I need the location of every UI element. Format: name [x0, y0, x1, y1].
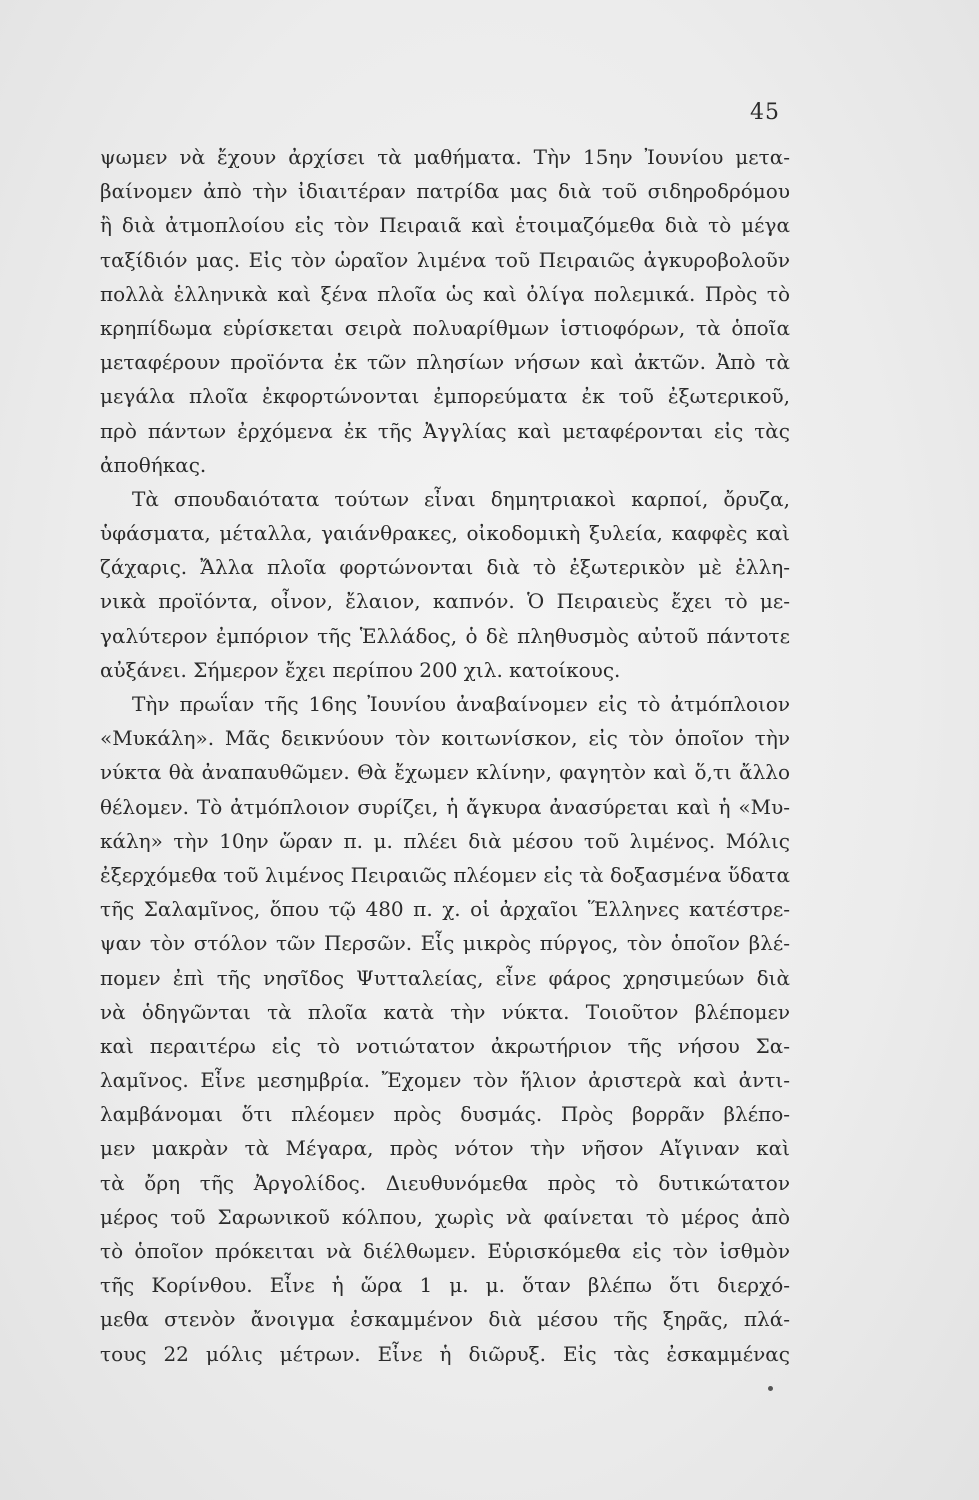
- text-line: μεγάλα πλοῖα ἐκφορτώνονται ἐμπορεύματα ἐκ τοῦ ἐξωτερικοῦ,: [100, 384, 790, 409]
- text-line: κρηπίδωμα εὑρίσκεται σειρὰ πολυαρίθμων ἱστιοφόρων, τὰ ὁποῖα: [100, 315, 790, 340]
- text-line: βαίνομεν ἀπὸ τὴν ἰδιαιτέραν πατρίδα μας διὰ τοῦ σιδηροδρόμου: [100, 179, 790, 204]
- text-line: μεταφέρουν προϊόντα ἐκ τῶν πλησίων νήσων καὶ ἀκτῶν. Ἀπὸ τὰ: [100, 350, 790, 375]
- text-line: πολλὰ ἑλληνικὰ καὶ ξένα πλοῖα ὡς καὶ ὀλίγα πολεμικά. Πρὸς τὸ: [100, 281, 790, 306]
- text-line: ἢ διὰ ἀτμοπλοίου εἰς τὸν Πειραιᾶ καὶ ἑτοιμαζόμεθα διὰ τὸ μέγα: [100, 213, 790, 238]
- text-line: ζάχαρις. Ἄλλα πλοῖα φορτώνονται διὰ τὸ ἐξωτερικὸν μὲ ἑλλη-: [100, 555, 790, 580]
- text-line: μεθα στενὸν ἄνοιγμα ἐσκαμμένον διὰ μέσου τῆς ξηρᾶς, πλά-: [100, 1307, 790, 1332]
- text-line: τῆς Κορίνθου. Εἶνε ἡ ὥρα 1 μ. μ. ὅταν βλέπω ὅτι διερχό-: [100, 1273, 790, 1298]
- text-line: καὶ περαιτέρω εἰς τὸ νοτιώτατον ἀκρωτήριον τῆς νήσου Σα-: [100, 1033, 790, 1058]
- text-line: τους 22 μόλις μέτρων. Εἶνε ἡ διῶρυξ. Εἰς τὰς ἐσκαμμένας: [100, 1341, 790, 1366]
- text-line: κάλη» τὴν 10ην ὥραν π. μ. πλέει διὰ μέσου τοῦ λιμένος. Μόλις: [100, 828, 790, 853]
- text-line: μεν μακρὰν τὰ Μέγαρα, πρὸς νότον τὴν νῆσον Αἴγιναν καὶ: [100, 1136, 790, 1161]
- text-line: Τὴν πρωΐαν τῆς 16ης Ἰουνίου ἀναβαίνομεν εἰς τὸ ἀτμόπλοιον: [132, 692, 790, 716]
- text-line: τὰ ὄρη τῆς Ἀργολίδος. Διευθυνόμεθα πρὸς τὸ δυτικώτατον: [100, 1170, 790, 1195]
- text-line: τὸ ὁποῖον πρόκειται νὰ διέλθωμεν. Εὑρισκόμεθα εἰς τὸν ἰσθμὸν: [100, 1239, 790, 1263]
- text-line: νὰ ὁδηγῶνται τὰ πλοῖα κατὰ τὴν νύκτα. Τοιοῦτον βλέπομεν: [100, 999, 790, 1024]
- text-line: ὑφάσματα, μέταλλα, γαιάνθρακες, οἰκοδομικὴ ξυλεία, καφφὲς καὶ: [100, 521, 790, 546]
- text-line: αὐξάνει. Σήμερον ἔχει περίπου 200 χιλ. κατοίκους.: [100, 657, 621, 682]
- text-line: ψωμεν νὰ ἔχουν ἀρχίσει τὰ μαθήματα. Τὴν 15ην Ἰουνίου μετα-: [100, 145, 790, 169]
- text-line: «Μυκάλη». Μᾶς δεικνύουν τὸν κοιτωνίσκον, εἰς τὸν ὁποῖον τὴν: [100, 726, 790, 751]
- text-line: γαλύτερον ἐμπόριον τῆς Ἑλλάδος, ὁ δὲ πληθυσμὸς αὐτοῦ πάντοτε: [100, 623, 790, 648]
- text-line: ταξίδιόν μας. Εἰς τὸν ὡραῖον λιμένα τοῦ Πειραιῶς ἀγκυροβολοῦν: [100, 247, 790, 272]
- text-line: πρὸ πάντων ἐρχόμενα ἐκ τῆς Ἀγγλίας καὶ μεταφέρονται εἰς τὰς: [100, 418, 790, 443]
- body-text: [100, 140, 790, 1371]
- text-line: ἐξερχόμεθα τοῦ λιμένος Πειραιῶς πλέομεν εἰς τὰ δοξασμένα ὕδατα: [100, 862, 790, 887]
- text-line: θέλομεν. Τὸ ἀτμόπλοιον συρίζει, ἡ ἄγκυρα ἀνασύρεται καὶ ἡ «Μυ-: [100, 794, 790, 819]
- text-line: μέρος τοῦ Σαρωνικοῦ κόλπου, χωρὶς νὰ φαίνεται τὸ μέρος ἀπὸ: [100, 1204, 790, 1229]
- page-number: 45: [750, 100, 780, 125]
- text-line: ἀποθήκας.: [100, 452, 207, 477]
- text-line: τῆς Σαλαμῖνος, ὅπου τῷ 480 π. χ. οἱ ἀρχαῖοι Ἕλληνες κατέστρε-: [100, 897, 790, 922]
- ink-dot-mark: [768, 1386, 773, 1391]
- text-line: νικὰ προϊόντα, οἶνον, ἔλαιον, καπνόν. Ὁ Πειραιεὺς ἔχει τὸ με-: [100, 589, 790, 614]
- text-line: λαμβάνομαι ὅτι πλέομεν πρὸς δυσμάς. Πρὸς βορρᾶν βλέπο-: [100, 1102, 790, 1127]
- text-line: ψαν τὸν στόλον τῶν Περσῶν. Εἷς μικρὸς πύργος, τὸν ὁποῖον βλέ-: [100, 931, 790, 956]
- text-line: νύκτα θὰ ἀναπαυθῶμεν. Θὰ ἔχωμεν κλίνην, φαγητὸν καὶ ὅ,τι ἄλλο: [100, 760, 790, 785]
- text-line: Τὰ σπουδαιότατα τούτων εἶναι δημητριακοὶ καρποί, ὄρυζα,: [132, 486, 790, 511]
- text-line: πομεν ἐπὶ τῆς νησῖδος Ψυτταλείας, εἶνε φάρος χρησιμεύων διὰ: [100, 965, 790, 990]
- text-line: λαμῖνος. Εἶνε μεσημβρία. Ἔχομεν τὸν ἥλιον ἀριστερὰ καὶ ἀντι-: [100, 1068, 790, 1093]
